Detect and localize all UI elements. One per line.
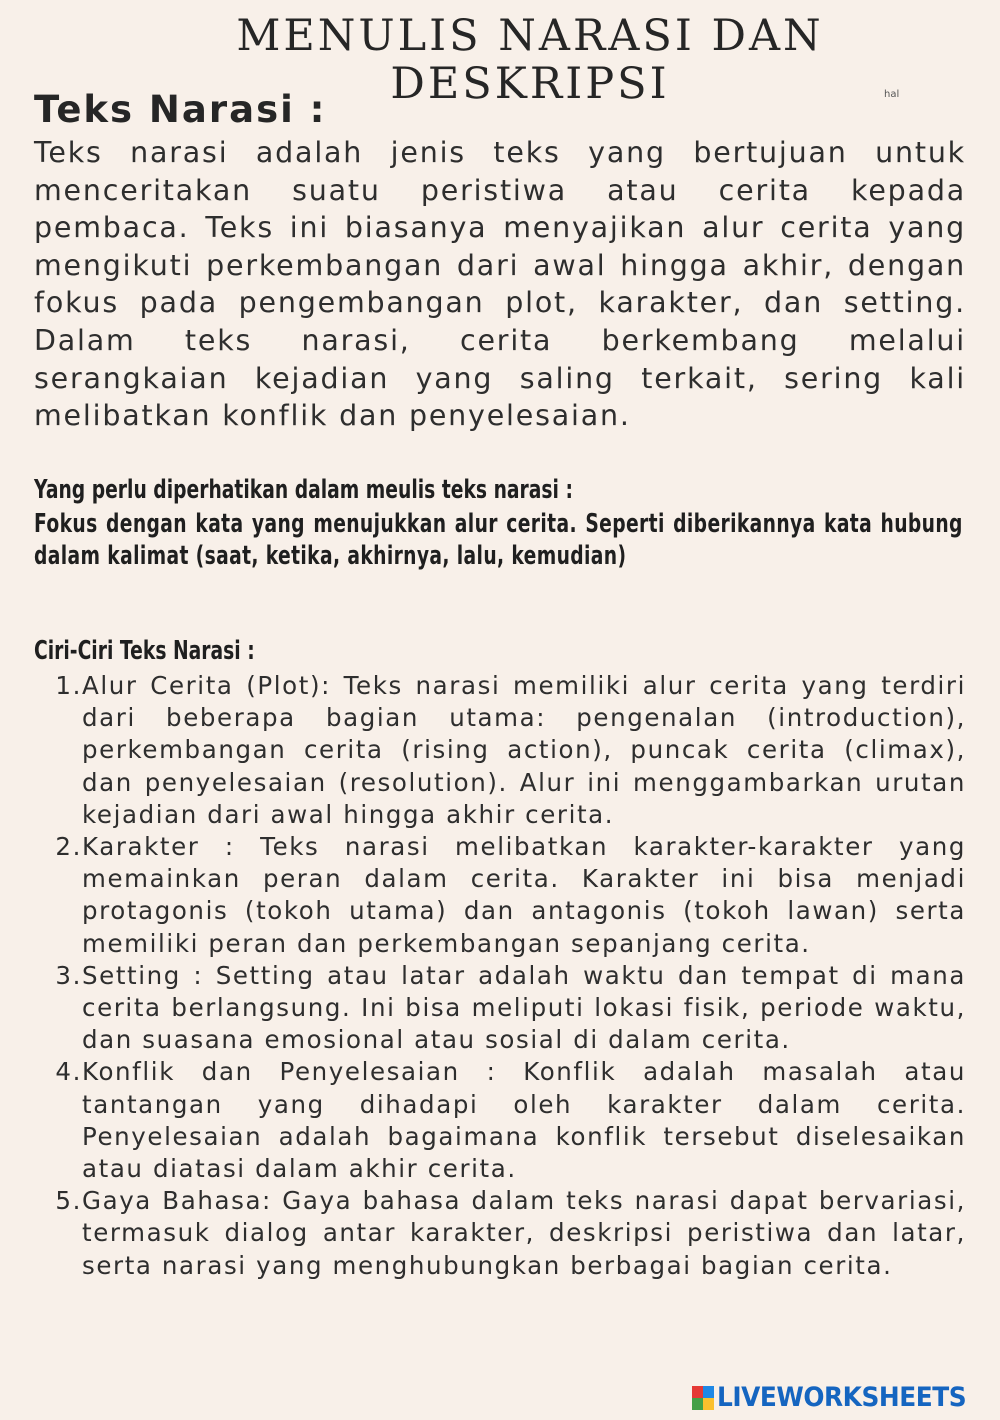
- liveworksheets-text: LIVEWORKSHEETS: [717, 1382, 967, 1413]
- list-item-text: Karakter : Teks narasi melibatkan karakter-karakter yang memainkan peran dalam cerita. Karakter ini bisa menjadi protagonis (tokoh utama) dan antagonis (tokoh lawan) serta memiliki peran dan perkembangan sepanjang cerita.: [82, 832, 966, 958]
- list-item-number: 4.: [55, 1057, 82, 1087]
- ciri-list: [34, 670, 966, 1282]
- list-item-number: 1.: [55, 671, 82, 700]
- list-item-number: 5.: [55, 1186, 82, 1216]
- list-item: [34, 831, 966, 960]
- page-number-label: hal: [884, 89, 900, 100]
- page-title: MENULIS NARASI DAN DESKRIPSI: [236, 11, 824, 109]
- perhatian-heading: Yang perlu diperhatikan dalam meulis teks narasi :: [34, 475, 573, 505]
- list-item-text: Alur Cerita (Plot): Teks narasi memiliki alur cerita yang terdiri dari beberapa bagian utama: pengenalan (introduction), perkembangan cerita (rising action), puncak cerita (climax), dan penyelesaian (resolution). Alur ini menggambarkan urutan kejadian dari awal hingga akhir cerita.: [82, 671, 966, 829]
- list-item: [34, 1056, 966, 1185]
- liveworksheets-icon: [692, 1386, 714, 1410]
- liveworksheets-logo[interactable]: [692, 1382, 988, 1413]
- list-item-text: Gaya Bahasa: Gaya bahasa dalam teks narasi dapat bervariasi, termasuk dialog antar karakter, deskripsi peristiwa dan latar, serta narasi yang menghubungkan berbagai bagian cerita.: [82, 1186, 966, 1280]
- list-item: [34, 960, 966, 1057]
- teks-narasi-paragraph: Teks narasi adalah jenis teks yang bertujuan untuk menceritakan suatu peristiwa atau cerita kepada pembaca. Teks ini biasanya menyajikan alur cerita yang mengikuti perkembangan dari awal hingga akhir, dengan fokus pada pengembangan plot, karakter, dan setting. Dalam teks narasi, cerita berkembang melalui serangkaian kejadian yang saling terkait, sering kali melibatkan konflik dan penyelesaian.: [34, 136, 966, 433]
- list-item-number: 2.: [55, 832, 82, 862]
- list-item-text: Konflik dan Penyelesaian : Konflik adalah masalah atau tantangan yang dihadapi oleh karakter dalam cerita. Penyelesaian adalah bagaimana konflik tersebut diselesaikan atau diatasi dalam akhir cerita.: [82, 1057, 966, 1184]
- list-item: [34, 670, 966, 831]
- list-item-text: Setting : Setting atau latar adalah waktu dan tempat di mana cerita berlangsung. Ini bisa meliputi lokasi fisik, periode waktu, dan suasana emosional atau sosial di dalam cerita.: [82, 960, 966, 1055]
- perhatian-body: Fokus dengan kata yang menujukkan alur cerita. Seperti diberikannya kata hubung dalam kalimat (saat, ketika, akhirnya, lalu, kemudian): [34, 509, 963, 571]
- ciri-heading: Ciri-Ciri Teks Narasi :: [34, 636, 255, 666]
- list-item-number: 3.: [55, 960, 82, 990]
- teks-narasi-heading: Teks Narasi :: [34, 88, 327, 131]
- list-item: [34, 1185, 966, 1282]
